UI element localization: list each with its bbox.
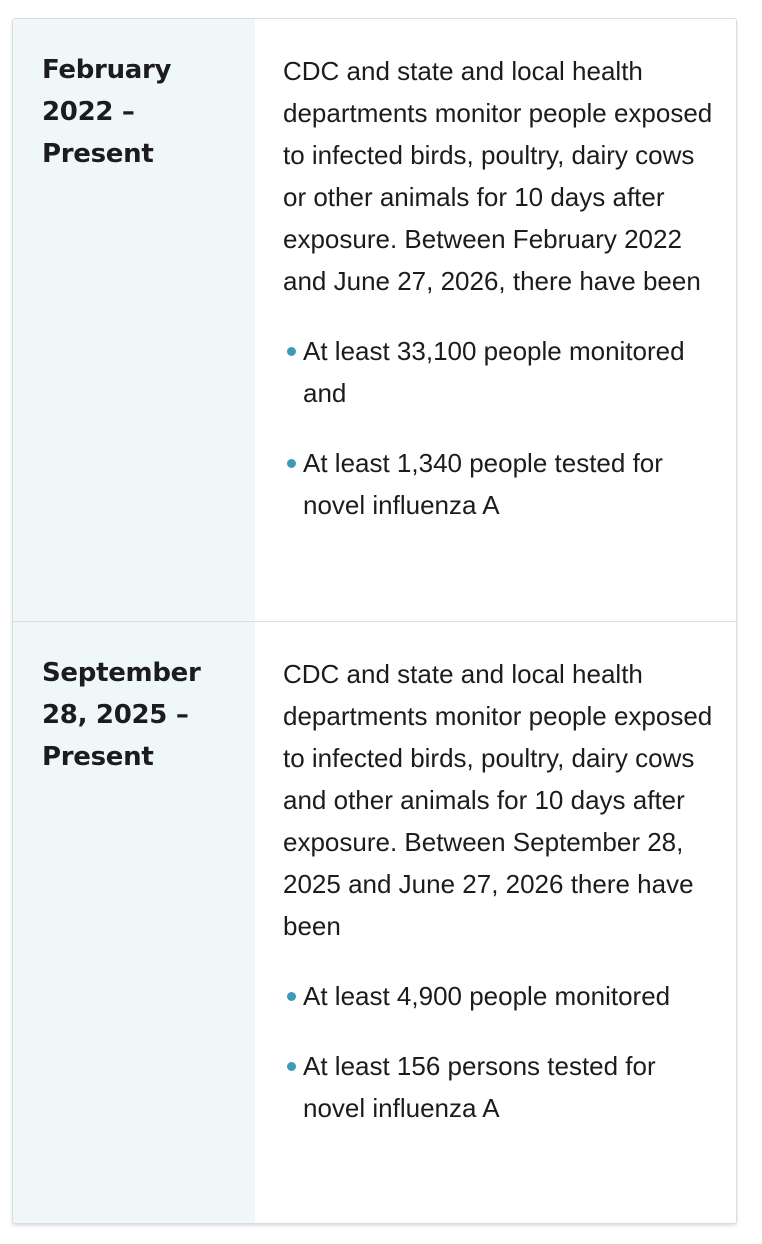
period-line: Present [42,742,154,772]
period-label [42,49,235,175]
period-line: 2022 – [42,97,135,127]
description-text: CDC and state and local health departments monitor people exposed to infected birds, poultry, dairy cows and other animals for 10 days after exposure. Between September 28, 2025 and June 27, 2026 there have been [283,659,713,941]
monitoring-table [12,18,737,1224]
bullet-icon [287,459,296,468]
period-line: Present [42,139,154,169]
bullet-icon [287,1062,296,1071]
list-item-text: At least 1,340 people tested for novel influenza A [303,448,663,520]
list-item-text: At least 4,900 people monitored [303,981,671,1011]
period-line: February [42,55,172,85]
list-item [283,975,716,1017]
period-line: September [42,658,201,688]
list-item-text: At least 156 persons tested for novel influenza A [303,1051,656,1123]
list-item [283,330,716,414]
bullet-icon [287,347,296,356]
list-item [283,442,716,526]
period-line: 28, 2025 – [42,700,189,730]
list-item-text: At least 33,100 people monitored and [303,336,685,408]
description-cell [255,19,736,621]
period-cell [13,622,255,1224]
period-label [42,652,235,778]
table-row [13,622,736,1224]
stats-list [283,975,716,1129]
bullet-icon [287,992,296,1001]
list-item [283,1045,716,1129]
table-row [13,19,736,622]
period-cell [13,19,255,621]
description-cell [255,622,736,1224]
description-text: CDC and state and local health departments monitor people exposed to infected birds, poultry, dairy cows or other animals for 10 days after exposure. Between February 2022 and June 27, 2026, there have been [283,56,713,296]
stats-list [283,330,716,526]
